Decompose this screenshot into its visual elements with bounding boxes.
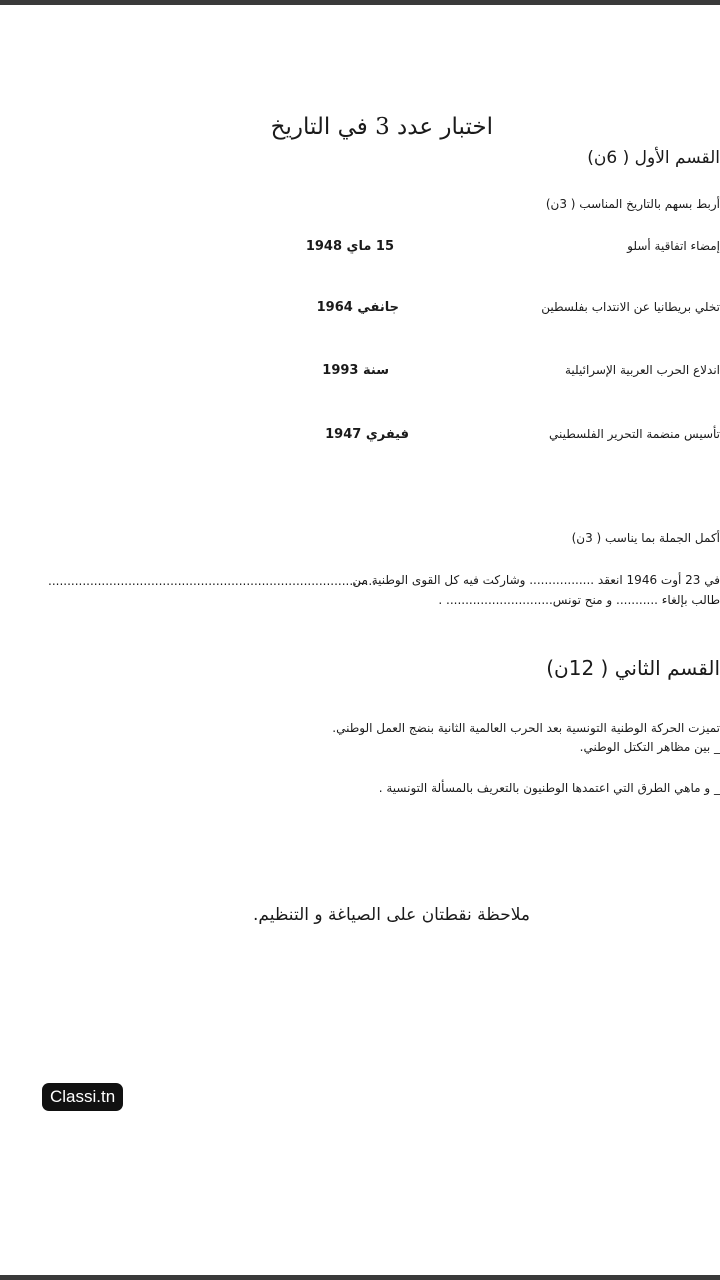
part2-heading: القسم الثاني ( 12ن) <box>546 656 720 680</box>
part2-line3: _ و ماهي الطرق التي اعتمدها الوطنيون بالتعريف بالمسألة التونسية . <box>378 781 720 795</box>
bottom-border <box>0 1275 720 1280</box>
event-item: اندلاع الحرب العربية الإسرائيلية <box>564 363 720 377</box>
exam-title: اختبار عدد 3 في التاريخ <box>270 114 493 140</box>
q2-line1: في 23 أوت 1946 انعقد ................. وشاركت فيه كل القوى الوطنية من <box>352 573 720 587</box>
date-item: فيفري 1947 <box>325 427 409 442</box>
grading-note: ملاحظة نقطتان على الصياغة و التنظيم. <box>253 905 530 925</box>
q2-instruction: أكمل الجملة بما يناسب ( 3ن) <box>571 531 720 545</box>
event-item: تخلي بريطانيا عن الانتداب بفلسطين <box>541 300 720 314</box>
top-border <box>0 0 720 5</box>
date-item: سنة 1993 <box>322 363 389 378</box>
q2-line1-dots: ...................................................................................... <box>48 574 377 588</box>
part1-heading: القسم الأول ( 6ن) <box>587 148 720 168</box>
event-item: تأسيس منضمة التحرير الفلسطيني <box>548 427 720 441</box>
event-item: إمضاء اتفاقية أسلو <box>627 239 720 253</box>
q2-line2: طالب بإلغاء ........... و منح تونس............................ . <box>438 593 720 607</box>
part2-line1: تميزت الحركة الوطنية التونسية بعد الحرب العالمية الثانية بنضج العمل الوطني. <box>332 721 720 735</box>
q1-instruction: أربط بسهم بالتاريخ المناسب ( 3ن) <box>545 197 720 211</box>
date-item: 15 ماي 1948 <box>305 239 394 254</box>
date-item: جانفي 1964 <box>316 300 399 315</box>
classi-watermark: Classi.tn <box>42 1083 123 1111</box>
part2-line2: _ بين مظاهر التكتل الوطني. <box>579 740 720 754</box>
